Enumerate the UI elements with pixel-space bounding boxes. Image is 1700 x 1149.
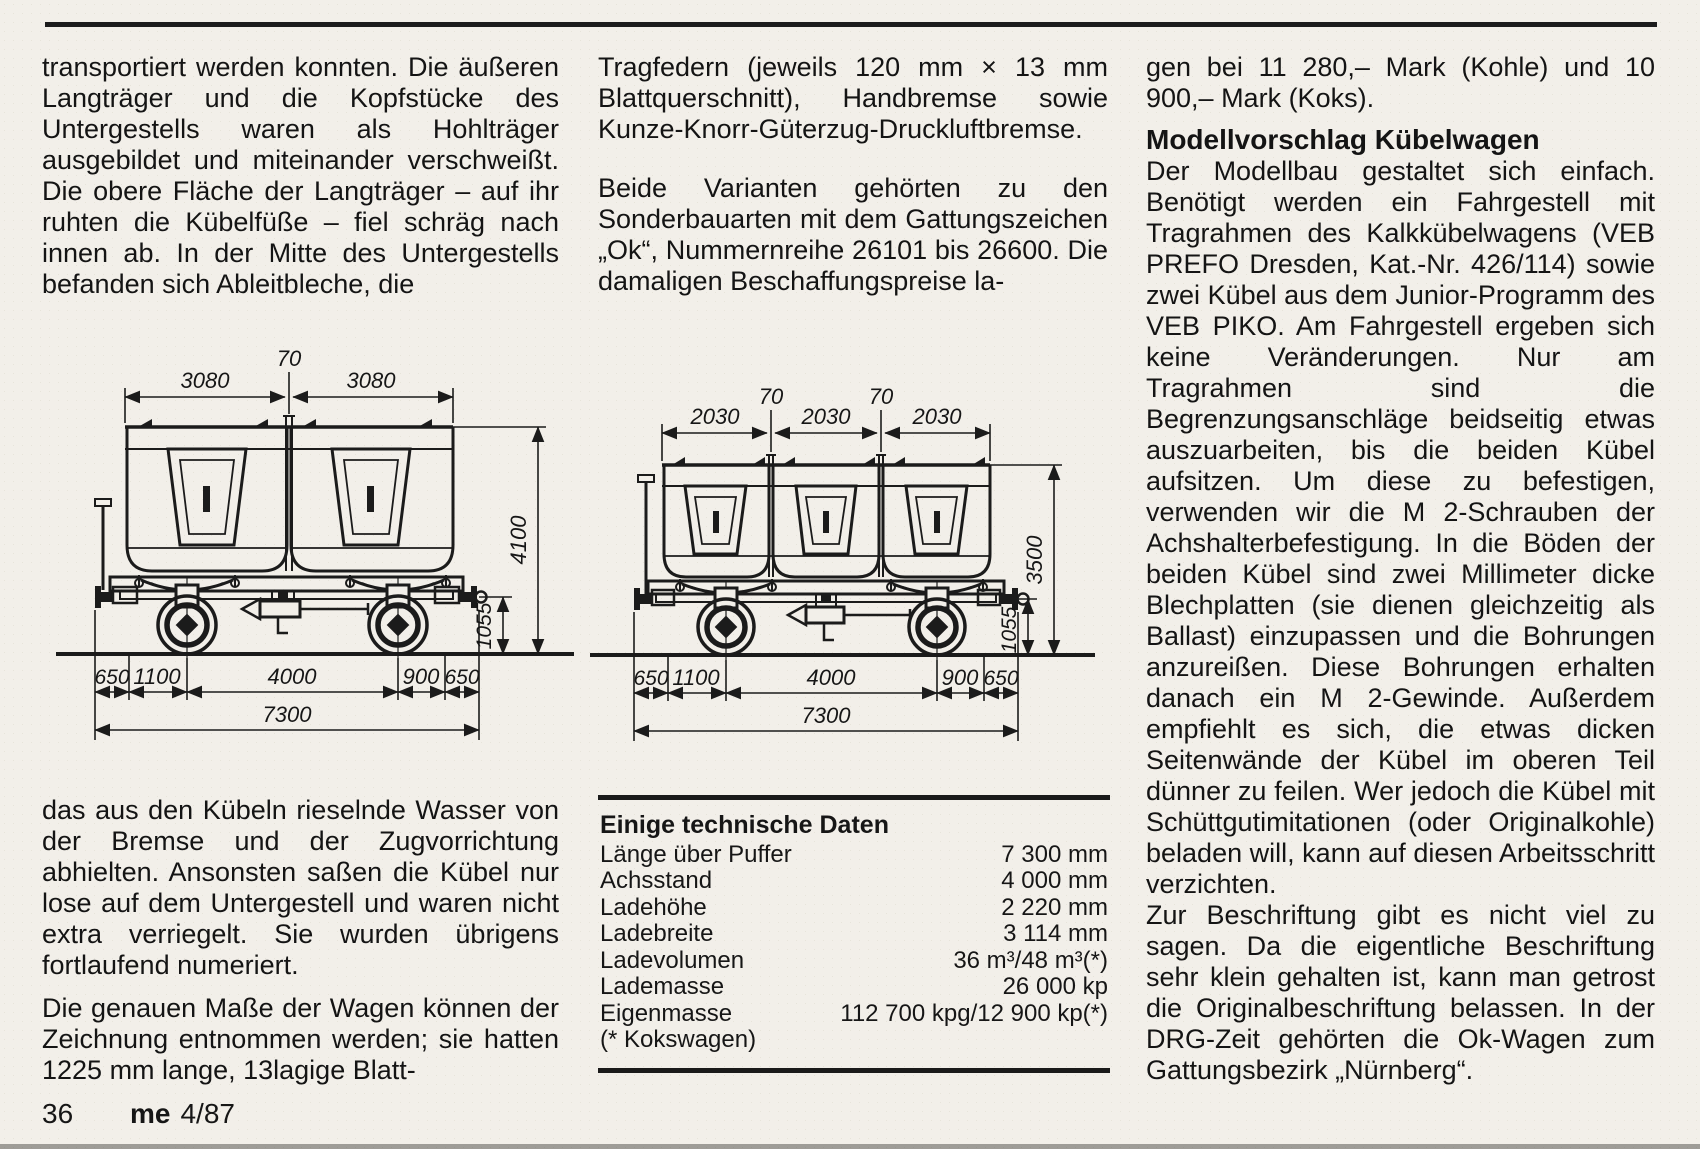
paragraph: Zur Beschriftung gibt es nicht viel zu sagen. Da die eigentliche Beschriftung sehr klein gehalten ist, kann man getrost die Originalbeschriftung belassen. In der DRG-Zeit gehörten die Ok-Wagen zum Gattungsbezirk „Nürnberg“. (1146, 900, 1655, 1085)
table-row (600, 868, 1108, 895)
section-heading: Modellvorschlag Kübelwagen (1146, 124, 1540, 155)
table-row (600, 895, 1108, 922)
row-value: 36 m³/48 m³(*) (953, 946, 1108, 974)
dim-label: 650 (633, 667, 669, 690)
bucket-funnel (168, 449, 246, 545)
paragraph: Die genauen Maße der Wagen können der Zeichnung entnommen werden; sie hatten 1225 mm lange, 13lagige Blatt- (42, 993, 559, 1085)
coupling-hook (821, 594, 831, 603)
table-row (600, 921, 1108, 948)
row-value: 112 700 kpg/12 900 kp(*) (840, 999, 1108, 1027)
table-title: Einige technische Daten (600, 811, 889, 839)
dim-label: 2030 (912, 404, 962, 429)
dim-label: 3080 (346, 368, 396, 393)
paragraph: Tragfedern (jeweils 120 mm × 13 mm Blattquerschnitt), Handbremse sowie Kunze-Knorr-Güterzug-Druckluftbremse. (598, 52, 1108, 144)
table-row (600, 948, 1108, 975)
row-label: Achsstand (600, 867, 713, 894)
dim-label: 70 (868, 384, 894, 409)
dim-label: 7300 (262, 702, 312, 727)
dim-label: 1100 (672, 665, 720, 690)
buffer-left (95, 586, 137, 608)
dim-label: 2030 (801, 404, 851, 429)
handbrake-column (638, 475, 654, 594)
row-value: 3 114 mm (1003, 920, 1108, 947)
wagon-body (662, 455, 990, 577)
paragraph: transportiert werden konnten. Die äußeren Langträger und die Kopfstücke des Untergestells waren als Hohlträger ausgebildet und miteinander verschweißt. Die obere Fläche der Langträger – auf ihr ruhten die Kübelfüße – fiel schräg nach innen ab. In der Mitte des Untergestells befanden sich Ableitbleche, die (42, 52, 559, 299)
row-value: 7 300 mm (1001, 840, 1108, 868)
dim-label: 7300 (801, 703, 851, 728)
left-column-bottom (42, 795, 559, 1086)
table-row (600, 974, 1108, 1001)
paragraph: Beide Varianten gehörten zu den Sonderbauarten mit dem Gattungszeichen „Ok“, Nummernreihe 26101 bis 26600. Die damaligen Beschaffungspreise la- (598, 173, 1108, 296)
row-label: Lademasse (600, 973, 725, 1000)
row-value: 2 220 mm (1001, 893, 1108, 921)
coupling-hook (278, 591, 288, 600)
bucket-funnel (796, 486, 856, 554)
magazine-name: me (130, 1098, 171, 1129)
dim-label: 2030 (690, 404, 740, 429)
bottom-rule (0, 1144, 1700, 1149)
dim-label: 900 (941, 665, 979, 690)
dim-label: 4100 (506, 515, 531, 565)
left-column-top (42, 52, 559, 300)
dim-label: 650 (94, 666, 130, 689)
drawing-two-bucket-wagon (50, 328, 580, 768)
brake-cylinder (242, 591, 368, 633)
table-row (600, 1001, 1108, 1028)
paragraph: das aus den Kübeln rieselnde Wasser von der Bremse und der Zugvorrichtung abhielten. Ansonsten saßen die Kübel nur lose auf dem Untergestell und waren nicht extra verriegelt. Sie wurden übrigens fortlaufend numeriert. (42, 795, 559, 980)
dim-label: 650 (983, 667, 1019, 690)
wheelset (887, 579, 987, 660)
brake-cylinder (788, 594, 910, 640)
page-number: 36 (42, 1098, 74, 1129)
wagon-body (125, 416, 453, 571)
issue-number: 4/87 (180, 1098, 235, 1129)
dim-label: 1100 (133, 664, 181, 689)
bucket-funnel (906, 486, 967, 554)
dimension-labels (94, 346, 531, 727)
row-label: Eigenmasse (600, 999, 733, 1027)
page-footer (42, 1098, 235, 1130)
row-label: Ladehöhe (600, 893, 707, 921)
technical-data-table (598, 795, 1110, 1073)
top-rule (45, 22, 1657, 27)
wheelset (676, 579, 776, 660)
row-label: Länge über Puffer (600, 840, 792, 868)
dim-label: 70 (758, 384, 784, 409)
bucket-funnel (685, 486, 746, 554)
dim-label: 650 (444, 666, 480, 689)
dim-label: 4000 (806, 665, 856, 690)
buffer-left (634, 588, 674, 610)
row-value: 4 000 mm (1001, 867, 1108, 894)
drawing-three-bucket-wagon (590, 348, 1095, 763)
dim-label: 3080 (180, 368, 230, 393)
middle-column-top (598, 52, 1108, 297)
bucket-funnel (332, 449, 410, 545)
dim-label: 900 (402, 664, 440, 689)
row-label: Ladevolumen (600, 946, 745, 974)
row-value: 26 000 kp (1002, 973, 1108, 1000)
right-column (1146, 52, 1655, 1086)
wagon-elevation (56, 346, 574, 740)
dim-label: 4000 (267, 664, 317, 689)
dim-label: 1055 (998, 606, 1021, 654)
paragraph: gen bei 11 280,– Mark (Kohle) und 10 900,– Mark (Koks). (1146, 52, 1655, 113)
dim-label: 1055 (473, 602, 496, 650)
wagon-elevation (590, 384, 1095, 741)
paragraph: Der Modellbau gestaltet sich einfach. Benötigt werden ein Fahrgestell mit Tragrahmen des Kalkkübelwagens (VEB PREFO Dresden, Kat.-Nr. 426/114) sowie zwei Kübel aus dem Junior-Programm des VEB PIKO. Am Fahrgestell ergeben sich keine Veränderungen. Nur am Tragrahmen sind die Begrenzungsanschläge beidseitig etwas auszuarbeiten, bis die beiden Kübel aufsitzen. Um diese zu befestigen, verwenden wir die M 2-Schrauben der Achshalterbefestigung. In die Böden der beiden Kübel sind zwei Millimeter dicke Blechplatten (sie dienen gleichzeitig als Ballast) einzupassen und die Bohrungen anzureißen. Diese Bohrungen erhalten danach ein M 2-Gewinde. Außerdem empfiehlt es sich, die etwas dicken Seitenwände der Kübel im oberen Teil dünner zu feilen. Wer jedoch die Kübel mit Schüttgutimitationen (oder Originalkohle) beladen will, kann auf diesen Arbeitsschritt verzichten. (1146, 156, 1655, 899)
table-row (600, 842, 1108, 869)
table-footnote: (* Kokswagen) (600, 1026, 757, 1053)
wheelset (135, 575, 239, 658)
dim-label: 70 (276, 346, 302, 371)
dim-label: 3500 (1022, 535, 1047, 585)
row-label: Ladebreite (600, 920, 714, 947)
